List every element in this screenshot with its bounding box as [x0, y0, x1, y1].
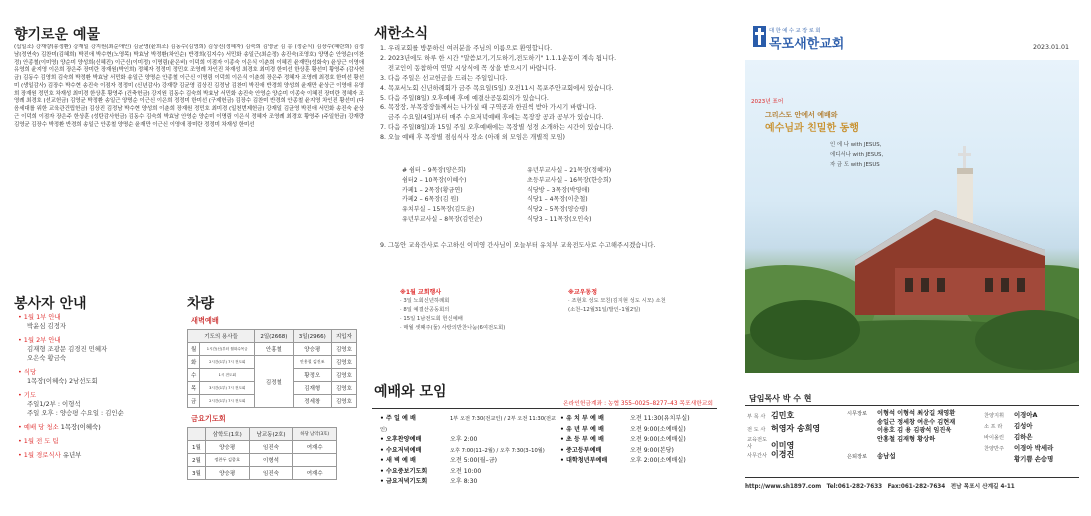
place-left: 쉼터2 – 10목장(이혜수)	[402, 176, 467, 184]
table-header: 하당 남악(3호)	[293, 428, 337, 441]
news-item: 금주 수요일(4일)부터 매주 수요저녁예배 후에는 목장장 공과 공부가 있습니다.	[388, 114, 604, 122]
worship-name: • 오후찬양예배	[380, 436, 422, 443]
place-right: 식당2 – 5목장(양승평)	[527, 206, 588, 214]
news-item: 3. 다음 주일은 선교헌금을 드리는 주일입니다.	[380, 74, 508, 82]
table-cell: 김영호	[331, 356, 356, 369]
table-cell: 2시간(1부) 7시 전도회	[200, 356, 255, 369]
table-row	[188, 356, 357, 369]
table-header: 남교동(2호)	[249, 428, 293, 441]
list-item	[380, 456, 560, 467]
denomination: 대한예수교장로회	[769, 28, 822, 34]
offering-account: 온라인헌금계좌 : 농협 355–0025–8277–43 목포새한교회	[563, 401, 713, 407]
list-item: · 조현호 성도 모친(김지현 성도 시모) 소천	[568, 298, 666, 304]
staff-name: 이미영	[771, 441, 795, 450]
staff-role: 바이올린	[984, 435, 1005, 441]
worship-time: 1부 오전 7:30(전교인) / 2부 오전 11:30(전교인)	[380, 416, 557, 433]
retired-role: 은퇴장로	[847, 454, 868, 460]
worship-right	[560, 414, 717, 467]
motto-line1: 그리스도 안에서 예배와	[765, 111, 838, 119]
list-item: · 15일 1남전도회 헌신예배	[400, 316, 463, 322]
table-cell: 목	[188, 382, 200, 395]
table-cell: 양승평	[293, 343, 331, 356]
staff-entry	[984, 443, 1053, 452]
staff-entry	[984, 432, 1033, 441]
list-item	[402, 176, 652, 186]
service-inline: 1목장(이혜숙)	[60, 423, 101, 431]
list-item: · 8일 예결산공동회의	[400, 307, 450, 313]
table-cell: 여재수	[293, 467, 337, 480]
service-body: 오은숙 황금숙	[27, 354, 67, 362]
worship-time: 오전 11:30(유치부실)	[630, 415, 690, 422]
staff-name: 이경진	[771, 450, 795, 459]
service-head: • 기도	[18, 391, 37, 399]
elders-line: 송일근 정세창 여운수 김현재	[877, 418, 956, 426]
worship-time: 오전 5:00(월–금)	[450, 457, 497, 464]
table-cell: 양승평	[205, 441, 249, 454]
worship-name: • 주 일 예 배	[380, 415, 416, 422]
worship-time: 오후 2:00	[450, 436, 478, 443]
church-events	[400, 288, 560, 333]
retired-name: 송남섭	[877, 452, 896, 460]
place-right: 초등부교사실 – 16목장(한승희)	[527, 176, 612, 184]
worship-name: • 유 치 부 예 배	[560, 415, 604, 422]
car-title: 차량	[187, 296, 215, 312]
table-cell	[293, 454, 337, 467]
staff-entry	[747, 410, 794, 421]
worship-name: • 수요중보기도회	[380, 467, 428, 475]
table-cell: 1시간(신)부터 월화수목금	[200, 343, 255, 356]
list-item	[560, 446, 717, 457]
table-cell: 1월	[188, 441, 206, 454]
staff-role: 사무간사	[747, 453, 768, 459]
church-building-illustration	[745, 60, 1079, 373]
news-item: 전교인이 동참하여 연말 시상식에 꼭 상을 받으시기 바랍니다.	[388, 64, 557, 72]
place-left: # 쉼터 – 9목장(양은희)	[402, 167, 466, 174]
table-header: 3일(2966)	[293, 330, 331, 343]
news-item: 4. 목포서노회 신년하례회가 금주 목요일(5일) 오전11시 목포주안교회에서 있습니다.	[380, 84, 614, 92]
place-left: 유년부교사실 – 8목장(김인순)	[402, 215, 483, 223]
divider	[372, 408, 717, 409]
motto-verse: 인 에 나 with JESUS,	[830, 142, 882, 148]
table-cell: 2시간(1부) 7시 전도회	[200, 395, 255, 408]
dawn-subtitle: 새벽예배	[191, 316, 219, 325]
elders-line: 안홍철 김재형 황상하	[877, 435, 936, 443]
address: 전남 목포시 산계길 4-11	[950, 484, 1015, 490]
offerings-body: (십일조) 강재량(송정환) 강재일 강지원(최순애인) 김균영(윤희조) 김동수(김영희) 김상진(정혜자) 김숙희 김영균 김 몽 (정준식) 김장수(혜란희) 김정남(정연숙) 김찬미(김혜희) 박진애 박수현(노영목) 박효남 박정환(차인순) 반경희(김지수) 서민화 송일근(최순정) 송진숙(조영호) 양명순 안영순(이찬정) 안종철(이미영) 양순미 양성희(신혜진) 이근신(이미정) 이명림(윤은비) 이덕희 이점자 이종숙 이은식 이춘희 이혜진 윤재만(성화숙) 윤상근 이영애 유영희 윤지영 이은희 장은주 장미란 장재원(박인희) 정혜자 정정미 정민호 조영례 차인진 차재성 최경호 최미경 한미선 한상훈 황선미 황영주 (감사헌금) 김동수 김영희 김숙희 박정환 박효남 서민화 송일근 양명순 안종철 이근신 이명림 이덕희 이은식 이춘희 장은주 정혜자 조영례 최경호 한미선 황선미 (생일감사) 김장수 박수현 송진숙 이점자 정정미 (신년감사) 강재량 김균영 김상진 김정남 김찬미 박진애 반경희 양성희 윤재만 윤상근 이영애 유영희 장재원 정민호 차재성 최미경 한상훈 황영주 (건축헌금) 강지원 김동수 김숙희 박효남 서민화 송진숙 안영순 양순미 이종숙 이혜진 장미란 정혜자 조영례 최경호 (선교헌금) 김영균 박정환 송일근 양명순 이근신 이은희 정정미 한미선 (구제헌금) 김장수 김찬미 반경희 안종철 윤지영 차인진 황선미 (다음세대를 위한 교육관건립헌금) 김상진 김정남 박수현 양성희 이춘희 장재원 정민호 최미경 (일천번제헌금) 강재일 김균영 박진애 서민화 송진숙 윤상근 이덕희 이점자 장은주 한상훈 (성탄감사헌금) 김동수 김숙희 박효남 안영순 양순미 이명림 이은식 정혜자 조영례 최경호 황영주 (주일헌금) 강재량 김영균 김장수 박정환 반경희 송일근 안종철 양명순 윤재만 이근신 이영애 장미란 정정미 차재성 한미선	[14, 44, 364, 128]
worship-time: 오전 10:00	[450, 467, 482, 475]
column-cover	[735, 0, 1083, 516]
column-news	[372, 0, 717, 516]
list-item	[560, 425, 717, 436]
motto-line2: 예수님과 친밀한 동행	[765, 123, 859, 134]
staff-name: 김민호	[771, 411, 795, 420]
car-panel	[187, 313, 365, 480]
worship-time: 오전 9:00(소예배실)	[630, 425, 686, 433]
table-cell: 안홍철	[255, 343, 293, 356]
service-head: • 1월 전 도 팀	[18, 437, 59, 445]
news-item: 5. 다음 주일(8일) 오후예배 후에 예결산공동회의가 있습니다.	[380, 94, 549, 102]
table-cell: 김영호	[331, 369, 356, 382]
service-head: • 1월 경로식사	[18, 451, 61, 459]
event-boxes	[400, 288, 700, 348]
place-right: 유년부교사실 – 21목장(정혜자)	[527, 167, 612, 174]
staff-role: 전 도 사	[747, 427, 766, 433]
worship-title: 예배와 모임	[374, 384, 447, 400]
table-header: 2일(2668)	[255, 330, 293, 343]
staff-name: 김하은	[1014, 433, 1033, 441]
member-news	[568, 288, 703, 315]
friday-table	[187, 427, 337, 480]
service-head: • 1월 1부 안내	[18, 313, 61, 321]
staff-list	[747, 410, 1081, 470]
worship-time: 오후 7:00(11–2월) / 오후 7:30(3–10월)	[450, 447, 545, 454]
elders-role: 시무장로	[847, 411, 868, 417]
dawn-table	[187, 329, 357, 408]
motto-verse: 자 금 도 with JESUS	[830, 162, 880, 168]
worship-time: 오전 9:00(본당)	[630, 446, 674, 454]
news-item: 2. 2023년에도 하루 한 시간 "말씀보기,기도하기,전도하기" 1.1.1운동이 계속 됩니다.	[380, 54, 617, 62]
footer	[745, 477, 1079, 491]
place-left: 유치부실 – 15목장(김도윤)	[402, 206, 475, 214]
worship-left	[380, 414, 560, 488]
worship-name: • 초 등 부 예 배	[560, 436, 604, 443]
worship-name: • 유 년 부 예 배	[560, 425, 604, 433]
cross-icon	[753, 26, 766, 47]
service-head: • 예배 당 청소	[18, 423, 59, 431]
list-item: (소천–12월31일/발인–1월2일)	[568, 307, 641, 313]
table-row	[188, 343, 357, 356]
table-header	[188, 428, 206, 441]
worship-time: 오후 2:00(소예배실)	[630, 457, 686, 464]
list-item	[380, 414, 560, 435]
staff-entry	[984, 421, 1033, 430]
fax: Fax:061-282-7634	[887, 484, 946, 490]
elders-line: 이형석 이형석 최상길 채영환	[877, 410, 956, 417]
list-item	[380, 446, 560, 457]
list-item	[402, 215, 652, 225]
elders-line: 이용호 김 용 김광석 임진욱	[877, 427, 952, 435]
table-cell: 1시 전도회	[200, 369, 255, 382]
service-body: 김재형 조광문 김경진 민혜자	[27, 345, 108, 353]
table-cell: 화	[188, 356, 200, 369]
church-photo	[745, 60, 1079, 373]
staff-entry	[747, 449, 794, 460]
service-head: • 식당	[18, 368, 37, 376]
table-cell: 월	[188, 343, 200, 356]
service-list	[18, 313, 188, 460]
table-cell: 임진숙	[249, 467, 293, 480]
table-cell: 안홍철 김진조	[293, 356, 331, 369]
table-row	[188, 454, 337, 467]
staff-name: 황기쁨 손승명	[1014, 455, 1054, 463]
table-cell: 정찬두 김종호	[205, 454, 249, 467]
member-news-title: ※교우동정	[568, 289, 598, 296]
table-cell: 김재형	[293, 382, 331, 395]
table-header: 기도의 용사들	[188, 330, 255, 343]
service-body: 주일1/2부 : 이형석	[27, 400, 81, 408]
table-cell: 황정오	[293, 369, 331, 382]
list-item	[402, 186, 652, 196]
news-item: 1. 우리교회를 방문하신 여러분을 주님의 이름으로 환영합니다.	[380, 45, 553, 52]
table-cell: 임진숙	[249, 441, 293, 454]
list-item	[560, 435, 717, 446]
list-item	[380, 435, 560, 446]
service-body: 주일 오후 : 양승평 수요일 : 김인순	[27, 409, 124, 417]
table-cell: 수	[188, 369, 200, 382]
list-item	[402, 166, 652, 176]
staff-role: 찬양지휘	[984, 413, 1005, 419]
worship-name: • 중고등부예배	[560, 446, 602, 454]
staff-role: 소 프 라	[984, 424, 1003, 430]
table-cell: 여재수	[293, 441, 337, 454]
service-body: 1목장(이혜숙) 2남선도회	[27, 377, 98, 385]
table-cell: 김영호	[331, 343, 356, 356]
place-right: 식당1 – 4목장(이춘철)	[527, 196, 588, 204]
table-cell: 김영호	[331, 395, 356, 408]
phone: Tel:061-282-7633	[826, 484, 883, 490]
bulletin-date: 2023.01.01	[1032, 44, 1069, 51]
motto-verses	[830, 140, 883, 170]
list-item	[380, 477, 560, 488]
website-link[interactable]: http://www.sh1897.com	[745, 484, 822, 490]
table-cell: 이형석	[249, 454, 293, 467]
place-left: 카페2 – 6목장(김 원)	[402, 196, 459, 204]
staff-role: 부 목 사	[747, 414, 766, 420]
place-right: 식당방 – 3목장(박영애)	[527, 186, 590, 194]
service-inline: 유년부	[62, 451, 82, 459]
list-item: · 3일 노회신년하례회	[400, 298, 450, 304]
service-head: • 1월 2부 안내	[18, 336, 61, 344]
table-cell: 3월	[188, 467, 206, 480]
list-item	[402, 195, 652, 205]
church-logo: 목포새한교회	[769, 37, 845, 52]
staff-name: 이경아A	[1014, 411, 1038, 419]
news-list	[380, 44, 715, 143]
motto-year: 2023년 표어	[751, 99, 784, 105]
place-right: 식당3 – 11목장(오인숙)	[527, 215, 592, 223]
news-item: 9. 그동안 교육간사로 수고하신 이미영 간사님이 오늘부터 유치부 교육전도사로 수고해주시겠습니다.	[380, 242, 656, 249]
staff-entry	[984, 410, 1037, 419]
worship-name: • 대학청년부예배	[560, 457, 608, 464]
worship-name: • 금요저녁기도회	[380, 478, 428, 485]
motto-title	[765, 108, 859, 136]
table-cell: 김영호	[331, 382, 356, 395]
staff-entry	[984, 454, 1053, 463]
worship-name: • 수요저녁예배	[380, 446, 422, 454]
elders-list	[877, 410, 955, 444]
table-cell: 정세창	[293, 395, 331, 408]
list-item	[380, 467, 560, 478]
table-header: 지입자	[331, 330, 356, 343]
service-body: 박윤심 김정자	[27, 322, 67, 330]
table-row	[188, 441, 337, 454]
news-item: 6. 목장장, 부목장장들께서는 나가실 때 구역공과 한권씩 받아 가시기 바랍니다.	[380, 104, 597, 112]
list-item	[560, 414, 717, 425]
worship-time: 오후 8:30	[450, 478, 478, 485]
worship-name: • 새 벽 예 배	[380, 457, 416, 464]
staff-name: 김성아	[1014, 422, 1033, 430]
service-title: 봉사자 안내	[14, 296, 87, 312]
list-item: · 매월 셋째주(둘) 사랑의반찬나눔(6여전도회)	[400, 325, 506, 331]
worship-time: 오전 9:00(소예배실)	[630, 436, 686, 443]
staff-name: 이경아 박세라	[1014, 444, 1054, 452]
staff-name: 허영자 송희영	[771, 424, 821, 433]
divider	[745, 405, 1079, 406]
table-row	[188, 467, 337, 480]
table-cell: 양승평	[205, 467, 249, 480]
church-events-title: ※1월 교회행사	[400, 289, 442, 296]
news-item: 8. 오늘 예배 후 목장별 점심식사 장소 (아래 외 모임은 개별적 모임)	[380, 134, 566, 142]
friday-subtitle: 금요기도회	[191, 414, 226, 423]
news-item: 7. 다음 주일(8일)과 15일 주일 오후예배에는 목장별 성경 소개하는 시간이 있습니다.	[380, 124, 614, 132]
table-header: 삼학도(1호)	[205, 428, 249, 441]
place-left: 카페1 – 2목장(황금연)	[402, 186, 463, 194]
offerings-title: 향기로운 예물	[14, 27, 101, 43]
lunch-places	[402, 166, 652, 225]
table-cell: 3시간(1부) 7시 전도회	[200, 382, 255, 395]
column-offerings	[10, 0, 365, 516]
motto-verse: 에디서나 with JESUS,	[830, 152, 884, 158]
staff-entry	[747, 423, 820, 434]
table-cell: 금	[188, 395, 200, 408]
news-title: 새한소식	[374, 26, 429, 42]
table-cell: 2월	[188, 454, 206, 467]
staff-role: 교육전도사	[747, 437, 768, 450]
list-item	[402, 205, 652, 215]
table-cell-merged: 김정철	[255, 356, 293, 408]
staff-role: 찬양반주	[984, 446, 1005, 452]
senior-pastor: 담임목사 박 수 현	[749, 394, 812, 403]
list-item	[560, 456, 717, 467]
